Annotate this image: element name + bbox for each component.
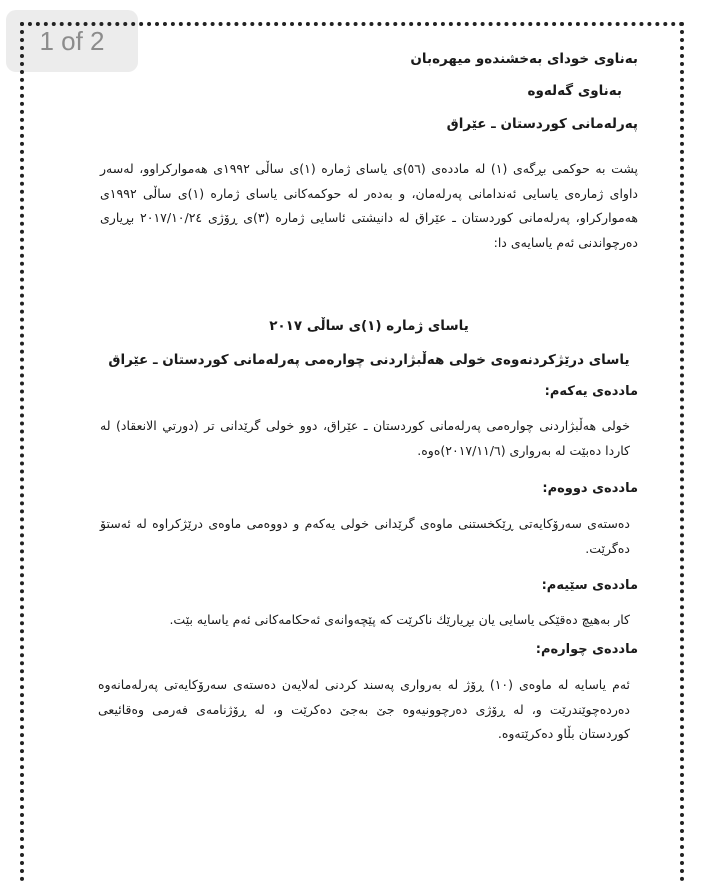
law-subtitle: یاسای درێژکردنەوەی خولی هەڵبژاردنی چوارەمی پەرلەمانی کوردستان ـ عێراق [108, 352, 630, 368]
article-4-heading: ماددەی چوارەم: [535, 642, 638, 657]
article-1-body: خولی هەڵبژاردنی چوارەمی پەرلەمانی کوردستان ـ عێراق، دوو خولی گرێدانی تر (دورتي الانعقاد) لە کاردا دەبێت لە بەرواری (٢٠١٧/١١/٦)ەوە. [100, 418, 630, 458]
article-4-body: ئەم یاسایە لە ماوەی (١٠) ڕۆژ لە بەرواری پەسند کردنی لەلایەن دەستەی سەرۆکایەتی پەرلەمانەوە دەردەچوێندرێت و، لە ڕۆژی دەرچوونیەوە جێ بەجێ دەکرێت و، لە ڕۆژنامەی فەرمی وەقائیعی کوردستان بڵاو دەکرێتەوە. [98, 677, 630, 741]
header-line-2: بەناوی گەلەوە [527, 83, 622, 99]
article-1-heading: ماددەی یەکەم: [544, 384, 638, 399]
article-3-body: کار بەهیچ دەقێکی یاسایی یان بڕیارێك ناکرێت کە پێچەوانەی ئەحکامەکانی ئەم یاسایە بێت. [169, 612, 630, 627]
article-2-heading: ماددەی دووەم: [542, 481, 638, 496]
header-line-3: پەرلەمانی کوردستان ـ عێراق [446, 116, 638, 132]
header-line-1: بەناوی خودای بەخشندەو میهرەبان [410, 51, 638, 67]
article-3-heading: ماددەی سێیەم: [541, 578, 638, 593]
law-title: یاسای ژمارە (١)ی ساڵی ٢٠١٧ [269, 318, 469, 334]
preamble-paragraph: پشت بە حوکمی بڕگەی (١) لە ماددەی (٥٦)ی یاسای ژمارە (١)ی ساڵی ١٩٩٢ی هەموارکراوو، لەسەر داوای ژمارەی یاسایی ئەندامانی پەرلەمان، و بەدەر لە حوکمەکانی یاسای ژمارە (١)ی ساڵی ١٩٩٢ی هەموارکراو، پەرلەمانی کوردستان ـ عێراق لە دانیشتی ئاسایی ژمارە (٣)ی ڕۆژی ٢٠١٧/١٠/٢٤ بڕیاری دەرچواندنی ئەم یاسایەی دا: [100, 161, 639, 250]
article-2-body: دەستەی سەرۆکایەتی ڕێکخستنی ماوەی گرێدانی خولی یەکەم و دووەمی ماوەی درێژکراوە لە ئەستۆ دەگرێت. [100, 516, 630, 556]
page-indicator: 1 of 2 [6, 10, 138, 72]
